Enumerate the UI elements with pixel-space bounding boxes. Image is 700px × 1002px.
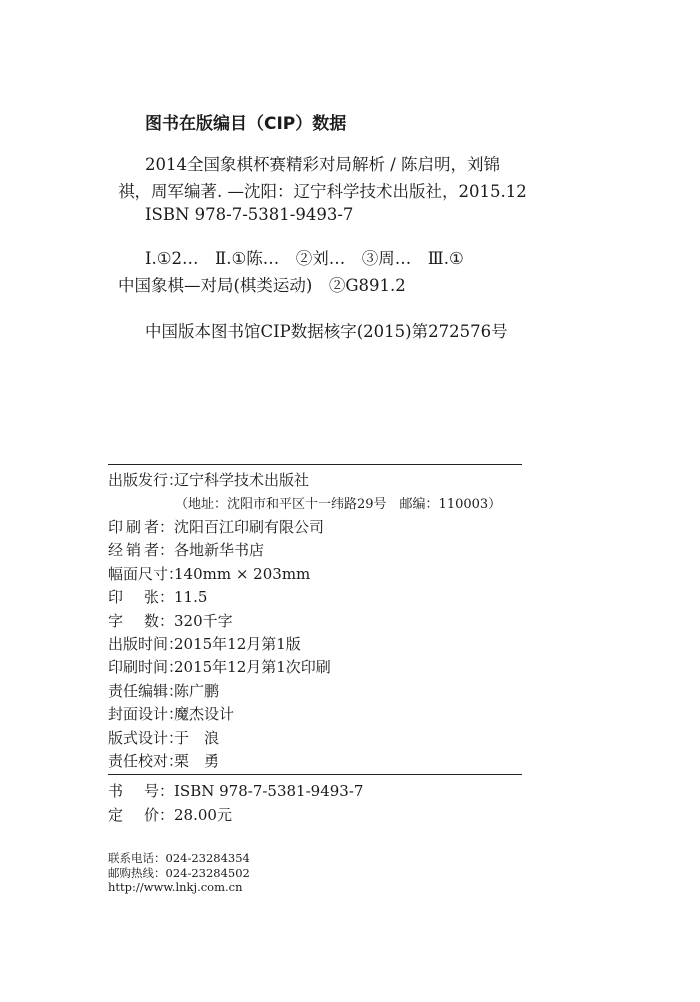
cip-line-2: 祺，周军编著. —沈阳：辽宁科学技术出版社，2015.12 [118, 182, 527, 201]
contact-phone: 联系电话：024-23284354 [108, 851, 250, 865]
colophon-row-value: 各地新华书店 [174, 541, 265, 560]
colophon-row-value: 陈广鹏 [174, 681, 220, 700]
price-value: 28.00元 [174, 806, 232, 824]
price-row [108, 804, 232, 825]
colophon-row-label: 版式设计： [108, 728, 184, 747]
colophon-row-value: 于 浪 [174, 728, 220, 747]
address-note: （地址：沈阳市和平区十一纬路29号 邮编：110003） [175, 497, 502, 512]
colophon-row-value: 140mm × 203mm [174, 564, 311, 583]
isbn-row [108, 780, 363, 801]
colophon-row-value: 320千字 [174, 611, 233, 630]
colophon-row-label: 责任校对： [108, 752, 184, 770]
colophon-row [108, 633, 301, 654]
colophon-row [108, 750, 219, 771]
publisher-value: 辽宁科学技术出版社 [174, 471, 310, 489]
colophon-row [108, 516, 324, 537]
colophon-row-value: 栗 勇 [174, 752, 220, 770]
cip-line-4: Ⅰ.①2… Ⅱ.①陈… ②刘… ③周… Ⅲ.① [145, 249, 464, 268]
colophon-row-value: 2015年12月第1版 [174, 635, 301, 653]
colophon-row [108, 727, 219, 748]
colophon-row-value: 11.5 [174, 588, 208, 607]
colophon-row-label: 责任编辑： [108, 681, 184, 700]
colophon-row [108, 656, 331, 677]
contact-url: http://www.lnkj.com.cn [108, 880, 243, 894]
cip-line-5: 中国象棋—对局(棋类运动) ②G891.2 [118, 276, 406, 295]
colophon-row-value: 沈阳百江印刷有限公司 [174, 518, 325, 536]
colophon-row-value: 魔杰设计 [174, 705, 235, 724]
cip-line-1: 2014全国象棋杯赛精彩对局解析 / 陈启明，刘锦 [145, 155, 501, 174]
middle-rule [108, 774, 522, 775]
colophon-row-label: 封面设计： [108, 705, 184, 724]
price-label: 定 价： [108, 806, 174, 824]
colophon-row [108, 586, 207, 607]
colophon-row [108, 610, 233, 631]
colophon-row [108, 563, 310, 584]
colophon-row-label: 幅面尺寸： [108, 564, 184, 583]
top-rule [108, 464, 522, 465]
colophon-row-label: 经 销 者： [108, 541, 174, 560]
cip-line-3: ISBN 978-7-5381-9493-7 [145, 205, 354, 224]
isbn-value: ISBN 978-7-5381-9493-7 [174, 782, 364, 800]
isbn-label: 书 号： [108, 782, 174, 800]
colophon-row-value: 2015年12月第1次印刷 [174, 658, 331, 677]
publisher-row [108, 469, 309, 490]
cip-line-6: 中国版本图书馆CIP数据核字(2015)第272576号 [145, 322, 508, 341]
publisher-label: 出版发行： [108, 471, 184, 489]
colophon-row [108, 703, 234, 724]
colophon-row-label: 字 数： [108, 611, 174, 630]
colophon-row [108, 539, 264, 560]
contact-mail-order: 邮购热线：024-23284502 [108, 866, 250, 880]
colophon-row-label: 出版时间： [108, 635, 184, 653]
colophon-row [108, 680, 219, 701]
colophon-row-label: 印刷时间： [108, 658, 184, 677]
colophon-row-label: 印 张： [108, 588, 174, 607]
cip-heading: 图书在版编目（CIP）数据 [145, 114, 347, 134]
colophon-row-label: 印 刷 者： [108, 518, 174, 536]
